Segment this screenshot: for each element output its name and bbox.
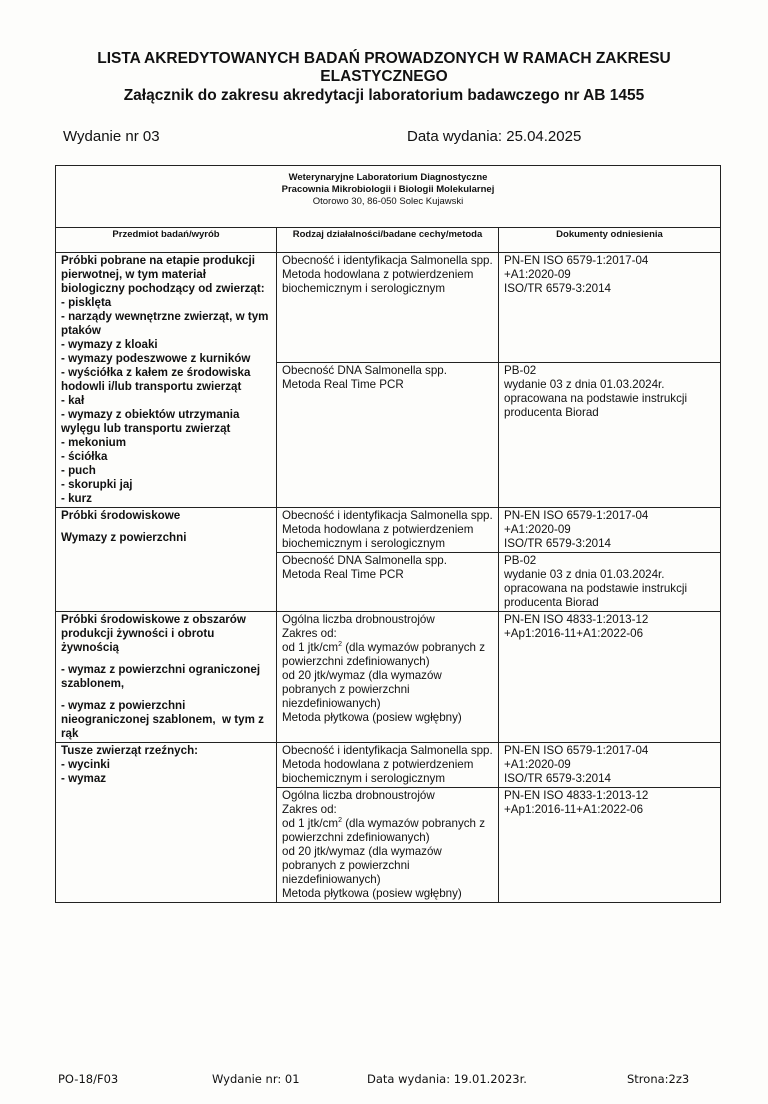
cell-line: - pisklęta — [61, 296, 112, 309]
cell-line: - wymaz z powierzchni nieograniczonej szablonem, w tym z rąk — [61, 699, 268, 740]
cell-line: Próbki pobrane na etapie produkcji pierwotnej, w tym materiał biologiczny pochodzący od zwierząt: — [61, 254, 265, 295]
cell-line — [61, 691, 271, 699]
cell-line: Metoda hodowlana z potwierdzeniem biochemicznym i serologicznym — [282, 523, 477, 550]
table-row — [56, 508, 721, 553]
table-row — [56, 743, 721, 788]
column-header-row — [56, 228, 721, 253]
reference-documents-cell — [499, 553, 721, 612]
subject-cell — [56, 508, 277, 612]
lab-info-cell — [56, 166, 721, 228]
cell-line: Ogólna liczba drobnoustrojów — [282, 789, 435, 802]
cell-line: +A1:2020-09 — [504, 268, 571, 281]
footer-form-code: PO-18/F03 — [58, 1072, 119, 1086]
cell-line: od 20 jtk/wymaz (dla wymazów pobranych z powierzchni niezdefiniowanych) — [282, 845, 446, 886]
footer-edition: Wydanie nr: 01 — [212, 1072, 300, 1086]
cell-line: Ogólna liczba drobnoustrojów — [282, 613, 435, 626]
cell-line: - kał — [61, 394, 85, 407]
cell-line: Tusze zwierząt rzeźnych: — [61, 744, 199, 757]
cell-line: - narządy wewnętrzne zwierząt, w tym ptaków — [61, 310, 272, 337]
cell-line: Obecność i identyfikacja Salmonella spp. — [282, 744, 493, 757]
table-row — [56, 253, 721, 363]
subject-cell — [56, 612, 277, 743]
cell-line: Próbki środowiskowe z obszarów produkcji żywności i obrotu żywnością — [61, 613, 250, 654]
method-cell — [277, 788, 499, 903]
footer-page-number: Strona:2z3 — [627, 1072, 690, 1086]
cell-line — [61, 655, 271, 663]
cell-line: Wymazy z powierzchni — [61, 531, 187, 544]
accreditation-table — [55, 165, 721, 903]
cell-line — [61, 523, 271, 531]
cell-line: Metoda płytkowa (posiew wgłębny) — [282, 887, 462, 900]
cell-line: Obecność DNA Salmonella spp. — [282, 554, 447, 567]
cell-line: ISO/TR 6579-3:2014 — [504, 282, 611, 295]
cell-line: - skorupki jaj — [61, 478, 133, 491]
lab-address: Otorowo 30, 86-050 Solec Kujawski — [312, 196, 464, 207]
cell-line: PN-EN ISO 4833-1:2013-12 — [504, 613, 649, 626]
issue-date: Data wydania: 25.04.2025 — [407, 128, 582, 145]
cell-line: ISO/TR 6579-3:2014 — [504, 537, 611, 550]
cell-line: PN-EN ISO 6579-1:2017-04 — [504, 254, 649, 267]
cell-line: od 20 jtk/wymaz (dla wymazów pobranych z powierzchni niezdefiniowanych) — [282, 669, 446, 710]
document-title-line1: LISTA AKREDYTOWANYCH BADAŃ PROWADZONYCH W RAMACH ZAKRESU — [97, 50, 671, 67]
cell-line: - wycinki — [61, 758, 110, 771]
cell-line: PN-EN ISO 6579-1:2017-04 — [504, 509, 649, 522]
cell-line: Próbki środowiskowe — [61, 509, 181, 522]
column-header-documents: Dokumenty odniesienia — [499, 228, 721, 253]
edition-number: Wydanie nr 03 — [63, 128, 160, 145]
cell-line: +A1:2020-09 — [504, 758, 571, 771]
reference-documents-cell — [499, 743, 721, 788]
cell-line: Obecność i identyfikacja Salmonella spp. — [282, 254, 493, 267]
lab-name: Weterynaryjne Laboratorium Diagnostyczne — [288, 172, 488, 183]
cell-line: - wymaz — [61, 772, 107, 785]
cell-line: wydanie 03 z dnia 01.03.2024r. — [504, 378, 665, 392]
cell-line: PN-EN ISO 6579-1:2017-04 — [504, 744, 649, 757]
cell-line: - puch — [61, 464, 96, 477]
cell-line: - wymazy z obiektów utrzymania wylęgu lub transportu zwierząt — [61, 408, 243, 435]
cell-line: PB-02 — [504, 554, 537, 567]
reference-documents-cell — [499, 363, 721, 508]
cell-line: Metoda Real Time PCR — [282, 568, 404, 581]
table-row — [56, 612, 721, 743]
cell-line: +A1:2020-09 — [504, 523, 571, 536]
reference-documents-cell — [499, 253, 721, 363]
cell-line: - ściółka — [61, 450, 108, 463]
reference-documents-cell — [499, 788, 721, 903]
cell-line: ISO/TR 6579-3:2014 — [504, 772, 611, 785]
cell-line: Obecność DNA Salmonella spp. — [282, 364, 447, 378]
cell-line: od 1 jtk/$cm^2$ (dla wymazów pobranych z powierzchni zdefiniowanych) — [282, 817, 489, 844]
reference-documents-cell — [499, 508, 721, 553]
subject-cell — [56, 743, 277, 903]
method-cell — [277, 553, 499, 612]
document-subtitle: Załącznik do zakresu akredytacji laboratorium badawczego nr AB 1455 — [123, 87, 645, 104]
cell-line: PN-EN ISO 4833-1:2013-12 — [504, 789, 649, 802]
cell-line: - wyściółka z kałem ze środowiska hodowli i/lub transportu zwierząt — [61, 366, 254, 393]
method-cell — [277, 612, 499, 743]
cell-line: Metoda płytkowa (posiew wgłębny) — [282, 711, 462, 724]
lab-unit: Pracownia Mikrobiologii i Biologii Molekularnej — [281, 184, 495, 195]
method-cell — [277, 253, 499, 363]
method-cell — [277, 363, 499, 508]
cell-line: - wymaz z powierzchni ograniczonej szablonem, — [61, 663, 264, 690]
cell-line: Metoda hodowlana z potwierdzeniem biochemicznym i serologicznym — [282, 268, 477, 295]
cell-line: Metoda hodowlana z potwierdzeniem biochemicznym i serologicznym — [282, 758, 477, 785]
cell-line: Metoda Real Time PCR — [282, 378, 404, 392]
method-cell — [277, 508, 499, 553]
method-cell — [277, 743, 499, 788]
subject-cell — [56, 253, 277, 508]
cell-line: - wymazy z kloaki — [61, 338, 158, 351]
column-header-method: Rodzaj działalności/badane cechy/metoda — [277, 228, 499, 253]
cell-line: od 1 jtk/$cm^2$ (dla wymazów pobranych z powierzchni zdefiniowanych) — [282, 641, 489, 668]
reference-documents-cell — [499, 612, 721, 743]
column-header-subject: Przedmiot badań/wyrób — [56, 228, 277, 253]
lab-header-row — [56, 166, 721, 228]
cell-line: wydanie 03 z dnia 01.03.2024r. — [504, 568, 665, 581]
cell-line: Zakres od: — [282, 627, 337, 640]
cell-line: opracowana na podstawie instrukcji producenta Biorad — [504, 582, 691, 609]
cell-line: Zakres od: — [282, 803, 337, 816]
cell-line: opracowana na podstawie instrukcji producenta Biorad — [504, 392, 691, 420]
cell-line: Obecność i identyfikacja Salmonella spp. — [282, 509, 493, 522]
cell-line: +Ap1:2016-11+A1:2022-06 — [504, 627, 644, 640]
cell-line: - kurz — [61, 492, 92, 505]
document-title-line2: ELASTYCZNEGO — [320, 68, 448, 85]
cell-line: - wymazy podeszwowe z kurników — [61, 352, 251, 365]
cell-line: - mekonium — [61, 436, 127, 449]
footer-issue-date: Data wydania: 19.01.2023r. — [367, 1072, 527, 1086]
cell-line: PB-02 — [504, 364, 537, 378]
cell-line: +Ap1:2016-11+A1:2022-06 — [504, 803, 644, 816]
